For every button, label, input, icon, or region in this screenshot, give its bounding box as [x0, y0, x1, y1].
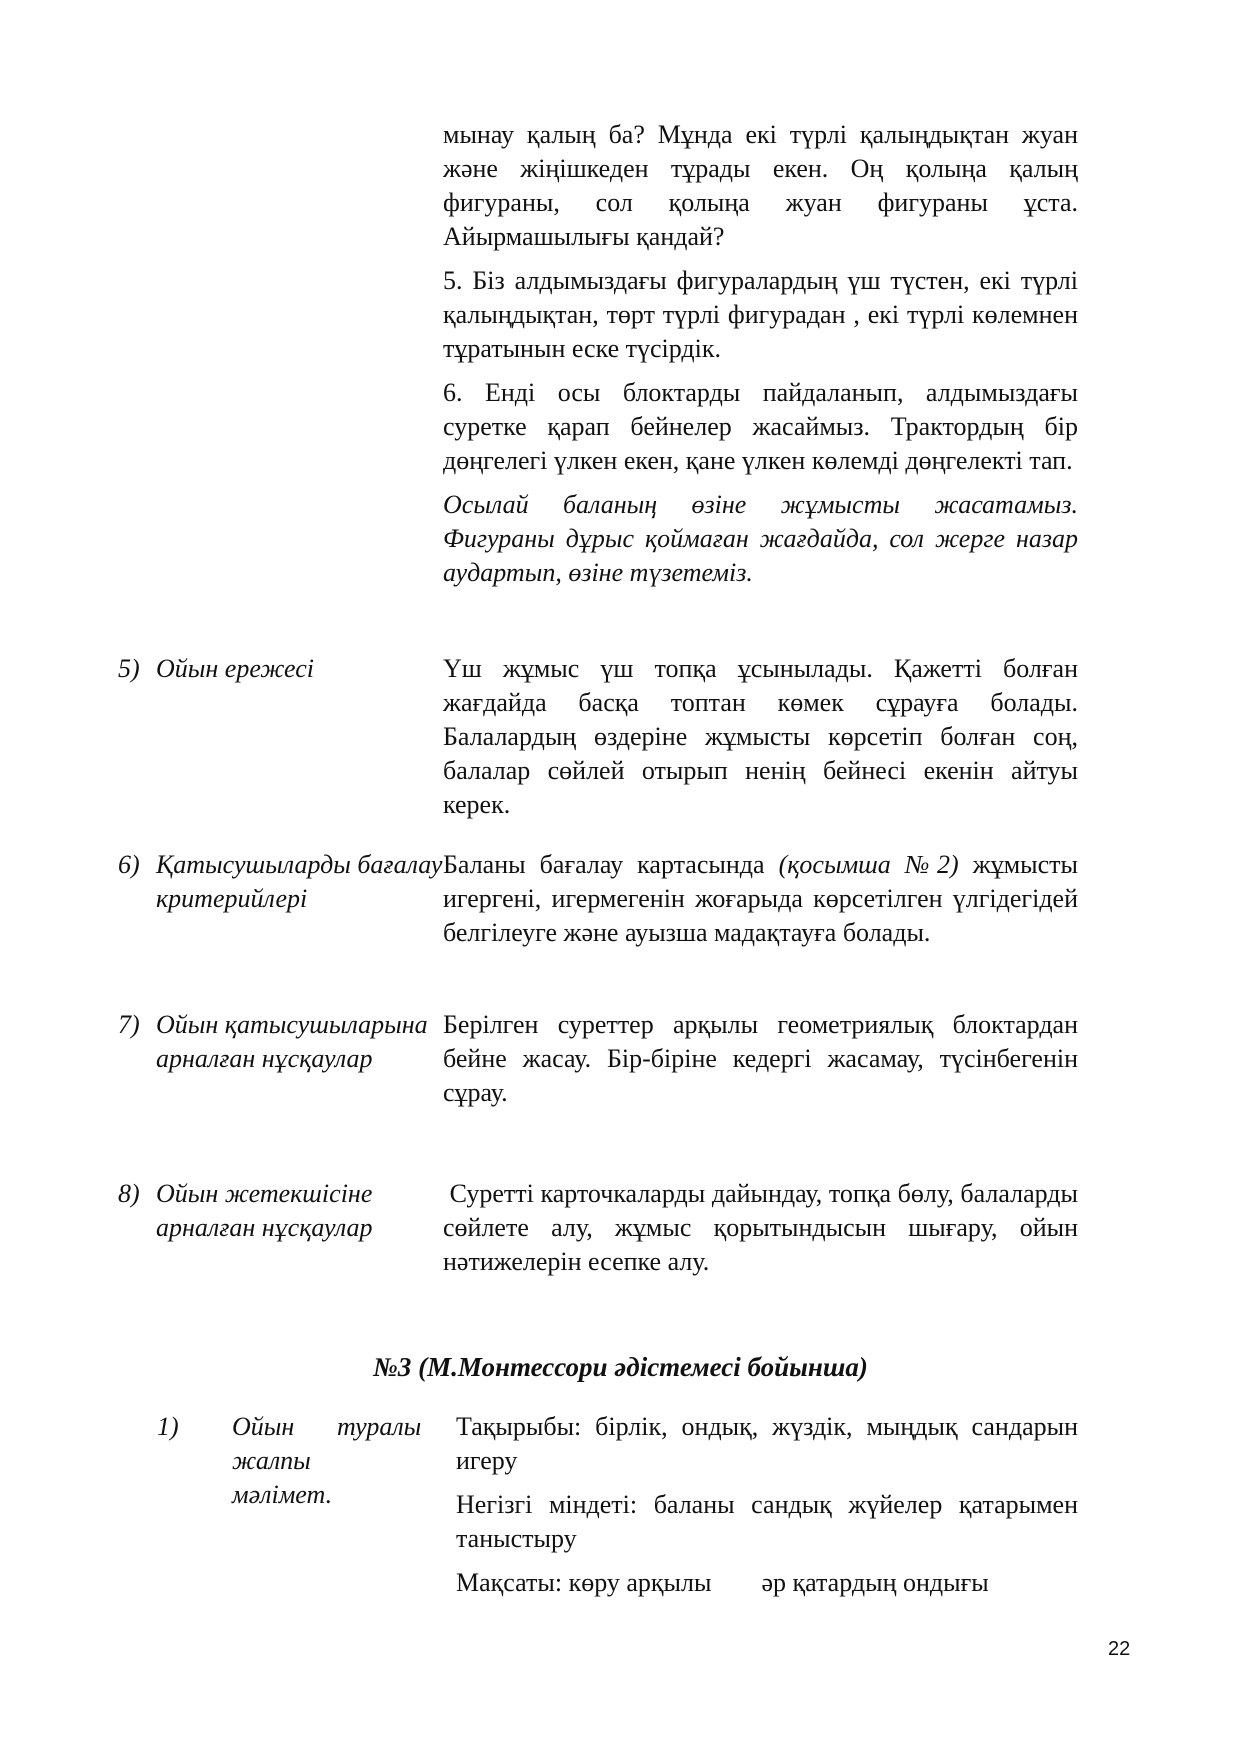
- section-3-label-word-1: Ойын: [232, 1412, 295, 1441]
- section-3-task: Негізгі міндеті: баланы сандық жүйелер қатарымен таныстыру: [456, 1490, 1078, 1553]
- top-text-block: [443, 118, 1078, 600]
- row-5-number: 5): [118, 654, 140, 683]
- row-5-title: Ойын ережесі: [156, 654, 315, 683]
- row-6-appendix-ref: (қосымша №2): [778, 850, 959, 879]
- section-3-label-line-3: мәлімет.: [232, 1480, 333, 1509]
- row-8-title: Ойын жетекшісіне арналған нұсқаулар: [156, 1179, 373, 1242]
- section-3-title: №3 (М.Монтессори әдістемесі бойынша): [373, 1352, 868, 1382]
- row-6-text: [443, 848, 1078, 950]
- paragraph-step-6: 6. Енді осы блоктарды пайдаланып, алдымыздағы суретке қарап бейнелер жасаймыз. Трактордың бір дөңгелегі үлкен екен, қане үлкен көлемді дөңгелекті тап.: [443, 378, 1078, 475]
- section-3-item-number: 1): [157, 1412, 179, 1441]
- row-7-title: Ойын қатысушыларына арналған нұсқаулар: [156, 1010, 428, 1073]
- section-3-label-line-2: жалпы: [232, 1446, 311, 1475]
- row-5-content: [443, 652, 1078, 832]
- row-6-text-end: жұмысты игергені, игермегенін жоғарыда көрсетілген үлгідегідей белгілеуге және ауызша мадақтауға болады.: [443, 850, 1078, 947]
- row-8-number: 8): [118, 1179, 140, 1208]
- row-6-title: Қатысушыларды бағалау критерийлері: [156, 850, 443, 913]
- row-6-text-start: Баланы бағалау картасында: [443, 850, 779, 879]
- section-3-topic: Тақырыбы: бірлік, ондық, жүздік, мыңдық сандарын игеру: [456, 1412, 1078, 1475]
- section-3-label-word-2: туралы: [337, 1412, 422, 1441]
- row-6-number: 6): [118, 850, 140, 879]
- row-6-content: [443, 848, 1078, 960]
- paragraph-continuation: мынау қалың ба? Мұнда екі түрлі қалыңдықтан жуан және жіңішкеден тұрады екен. Оң қолыңа қалың фигураны, сол қолыңа жуан фигураны ұста. Айырмашылығы қандай?: [443, 120, 1078, 251]
- section-3-goal: [456, 1566, 1078, 1600]
- section-3-content: [456, 1410, 1078, 1610]
- paragraph-italic-note: Осылай баланың өзіне жұмысты жасатамыз. Фигураны дұрыс қоймаған жағдайда, сол жерге назар аудартып, өзіне түзетеміз.: [443, 490, 1078, 587]
- row-5-text: Үш жұмыс үш топқа ұсынылады. Қажетті болған жағдайда басқа топтан көмек сұрауға болады. Балалардың өздеріне жұмысты көрсетіп болған соң, балалар сөйлей отырып ненің бейнесі екенін айтуы керек.: [443, 654, 1078, 819]
- page-number: 22: [1108, 1638, 1131, 1660]
- section-3-goal-start: Мақсаты: көру арқылы: [456, 1568, 712, 1597]
- row-8-content: [443, 1177, 1085, 1289]
- row-7-content: [443, 1008, 1078, 1120]
- row-8-text: Суретті карточкаларды дайындау, топқа бөлу, балаларды сөйлете алу, жұмыс қорытындысын шығару, ойын нәтижелерін есепке алу.: [443, 1179, 1085, 1276]
- row-7-number: 7): [118, 1010, 140, 1039]
- paragraph-step-5: 5. Біз алдымыздағы фигуралардың үш түстен, екі түрлі қалыңдықтан, төрт түрлі фигурадан , екі түрлі көлемнен тұратынын еске түсірдік.: [443, 266, 1078, 363]
- row-7-text: Берілген суреттер арқылы геометриялық блоктардан бейне жасау. Бір-біріне кедергі жасамау, түсінбегенін сұрау.: [443, 1010, 1078, 1107]
- section-3-goal-end: әр қатардың ондығы: [761, 1568, 989, 1597]
